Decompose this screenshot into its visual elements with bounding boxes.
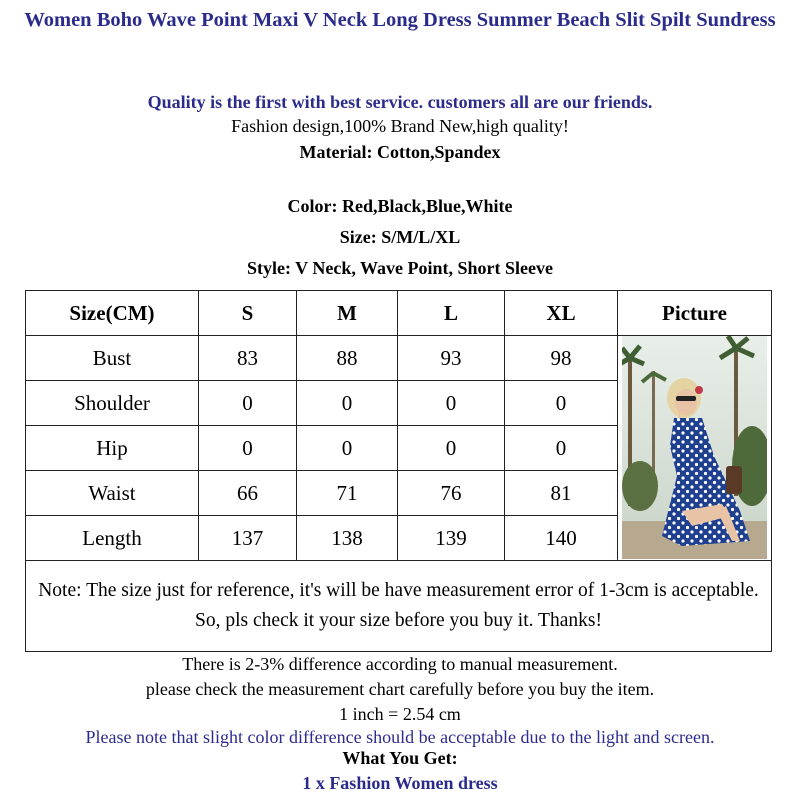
cell: 83 [199, 336, 297, 381]
row-label: Hip [26, 426, 199, 471]
product-photo [622, 336, 767, 559]
tagline: Quality is the first with best service. customers all are our friends. [147, 92, 653, 112]
footer-line-1: There is 2-3% difference according to manual measurement. [182, 654, 618, 674]
cell: 66 [199, 471, 297, 516]
size-chart-table [25, 290, 772, 652]
cell: 0 [199, 381, 297, 426]
note-row [26, 561, 772, 652]
cell: 139 [398, 516, 505, 561]
header-cell: XL [505, 291, 618, 336]
color-difference-note: Please note that slight color difference should be acceptable due to the light and screen. [85, 727, 715, 747]
cell: 0 [199, 426, 297, 471]
header-cell: S [199, 291, 297, 336]
size-line: Size: S/M/L/XL [339, 227, 461, 247]
cell: 81 [505, 471, 618, 516]
cell: 0 [505, 426, 618, 471]
cell: 140 [505, 516, 618, 561]
color-line: Color: Red,Black,Blue,White [287, 196, 513, 216]
cell: 98 [505, 336, 618, 381]
table-row [26, 336, 772, 381]
row-label: Length [26, 516, 199, 561]
cell: 137 [199, 516, 297, 561]
style-line: Style: V Neck, Wave Point, Short Sleeve [247, 258, 553, 278]
header-cell-picture: Picture [618, 291, 772, 336]
cell: 88 [297, 336, 398, 381]
cell: 0 [398, 426, 505, 471]
cell: 0 [297, 426, 398, 471]
row-label: Bust [26, 336, 199, 381]
cell: 93 [398, 336, 505, 381]
cell: 71 [297, 471, 398, 516]
header-cell: M [297, 291, 398, 336]
footer-line-3: 1 inch = 2.54 cm [339, 704, 461, 724]
footer-line-2: please check the measurement chart carefully before you buy the item. [145, 679, 655, 699]
row-label: Waist [26, 471, 199, 516]
design-line: Fashion design,100% Brand New,high quality! [231, 116, 569, 136]
header-cell: Size(CM) [26, 291, 199, 336]
size-note: Note: The size just for reference, it's will be have measurement error of 1-3cm is acceptable. So, pls check it your size before you buy it. Thanks! [26, 561, 772, 652]
product-title: Women Boho Wave Point Maxi V Neck Long Dress Summer Beach Slit Spilt Sundress [24, 9, 776, 31]
cell: 76 [398, 471, 505, 516]
row-label: Shoulder [26, 381, 199, 426]
cell: 0 [505, 381, 618, 426]
material-line: Material: Cotton,Spandex [299, 142, 501, 162]
package-item: 1 x Fashion Women dress [302, 773, 498, 793]
cell: 138 [297, 516, 398, 561]
table-header-row [26, 291, 772, 336]
cell: 0 [398, 381, 505, 426]
cell: 0 [297, 381, 398, 426]
product-photo-cell [618, 336, 772, 561]
what-you-get-heading: What You Get: [342, 748, 458, 768]
header-cell: L [398, 291, 505, 336]
